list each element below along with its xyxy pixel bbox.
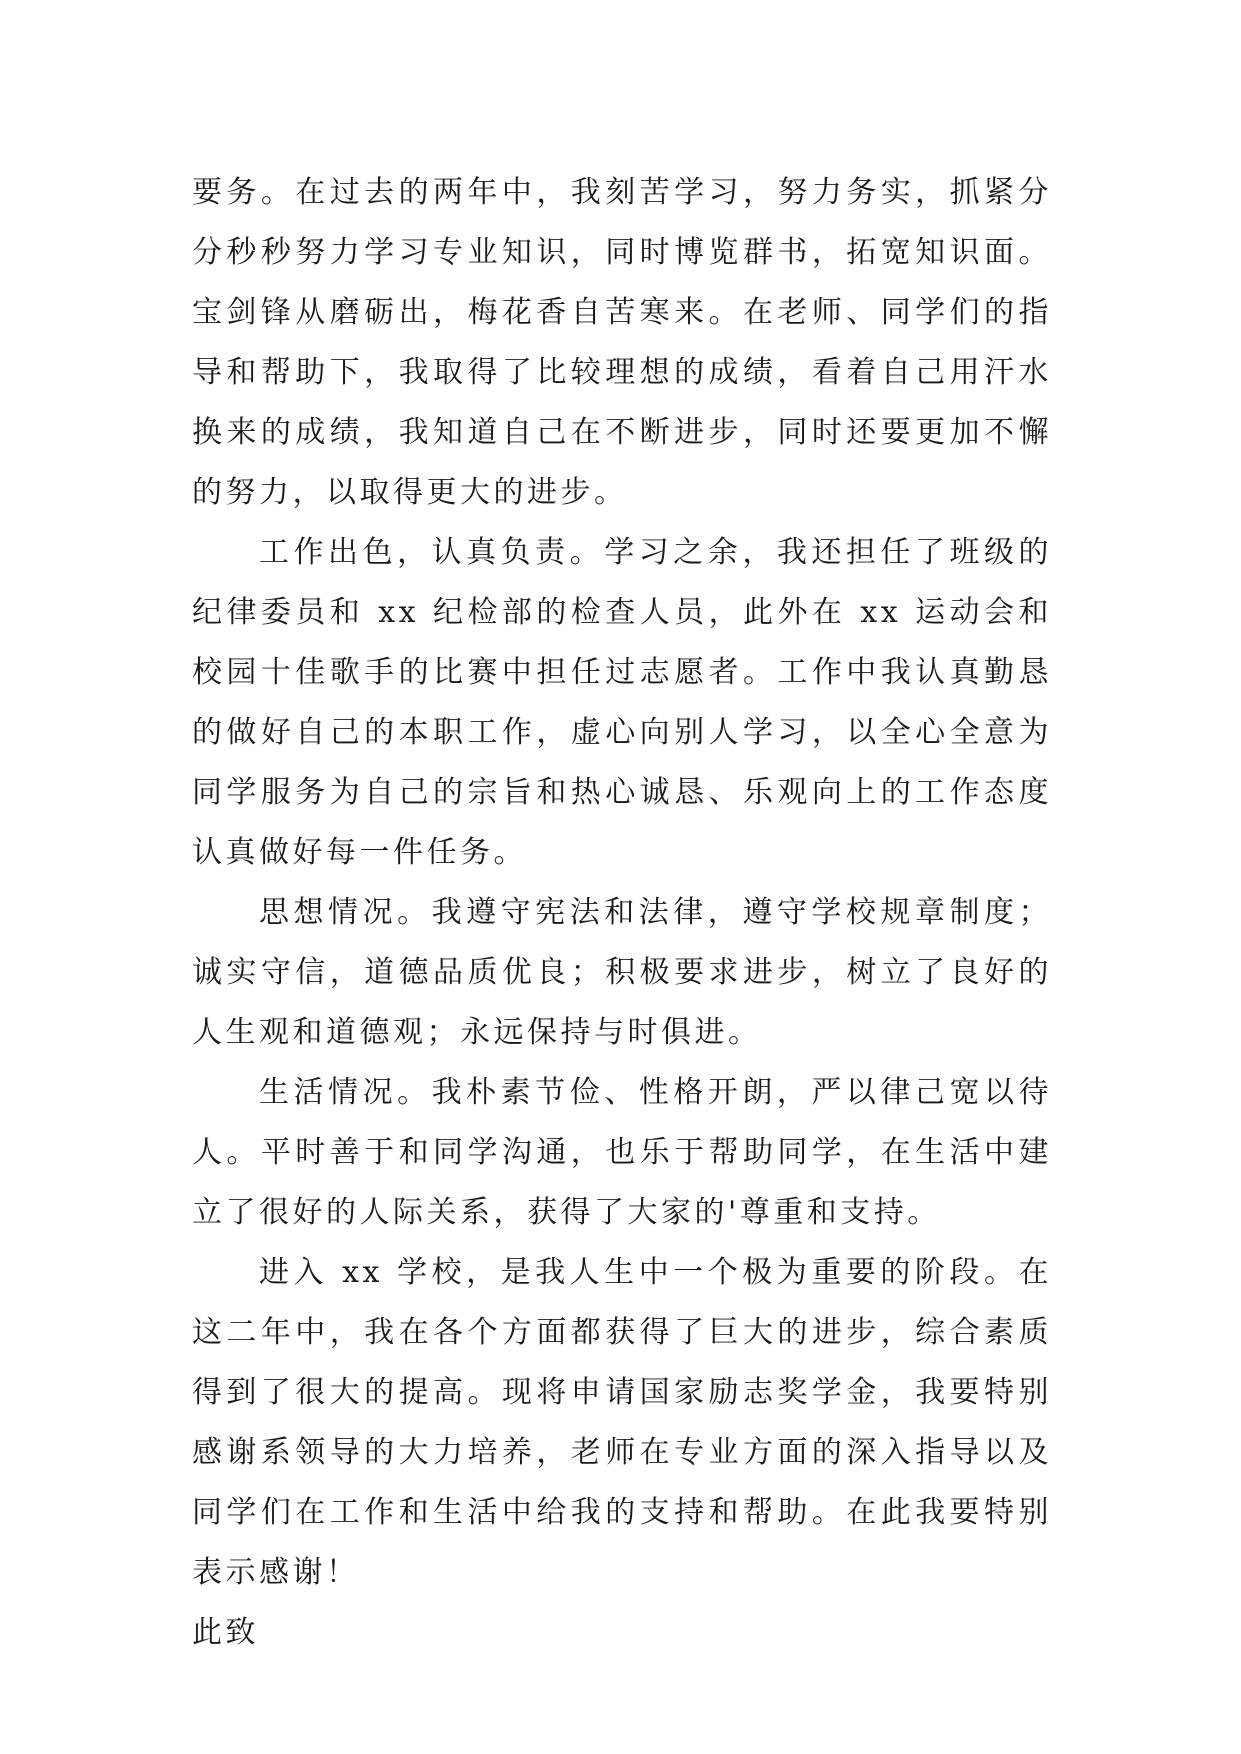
closing-salutation: 此致 — [192, 1615, 259, 1650]
paragraph-conclusion: 进入 xx 学校，是我人生中一个极为重要的阶段。在这二年中，我在各个方面都获得了巨大的进步，综合素质得到了很大的提高。现将申请国家励志奖学金，我要特别感谢系领导的大力培养，老师在专业方面的深入指导以及同学们在工作和生活中给我的支持和帮助。在此我要特别表示感谢！ — [192, 1255, 1052, 1590]
document-body — [192, 163, 1052, 1663]
paragraph-life: 生活情况。我朴素节俭、性格开朗，严以律己宽以待人。平时善于和同学沟通，也乐于帮助同学，在生活中建立了很好的人际关系，获得了大家的'尊重和支持。 — [192, 1075, 1052, 1230]
paragraph-continuation: 要务。在过去的两年中，我刻苦学习，努力务实，抓紧分分秒秒努力学习专业知识，同时博览群书，拓宽知识面。宝剑锋从磨砺出，梅花香自苦寒来。在老师、同学们的指导和帮助下，我取得了比较理想的成绩，看着自己用汗水换来的成绩，我知道自己在不断进步，同时还要更加不懈的努力，以取得更大的进步。 — [192, 175, 1052, 510]
paragraph-thought: 思想情况。我遵守宪法和法律，遵守学校规章制度；诚实守信，道德品质优良；积极要求进步，树立了良好的人生观和道德观；永远保持与时俱进。 — [192, 895, 1052, 1050]
paragraph-work: 工作出色，认真负责。学习之余，我还担任了班级的纪律委员和 xx 纪检部的检查人员，此外在 xx 运动会和校园十佳歌手的比赛中担任过志愿者。工作中我认真勤恳的做好自己的本职工作，虚心向别人学习，以全心全意为同学服务为自己的宗旨和热心诚恳、乐观向上的工作态度认真做好每一件任务。 — [192, 535, 1052, 870]
